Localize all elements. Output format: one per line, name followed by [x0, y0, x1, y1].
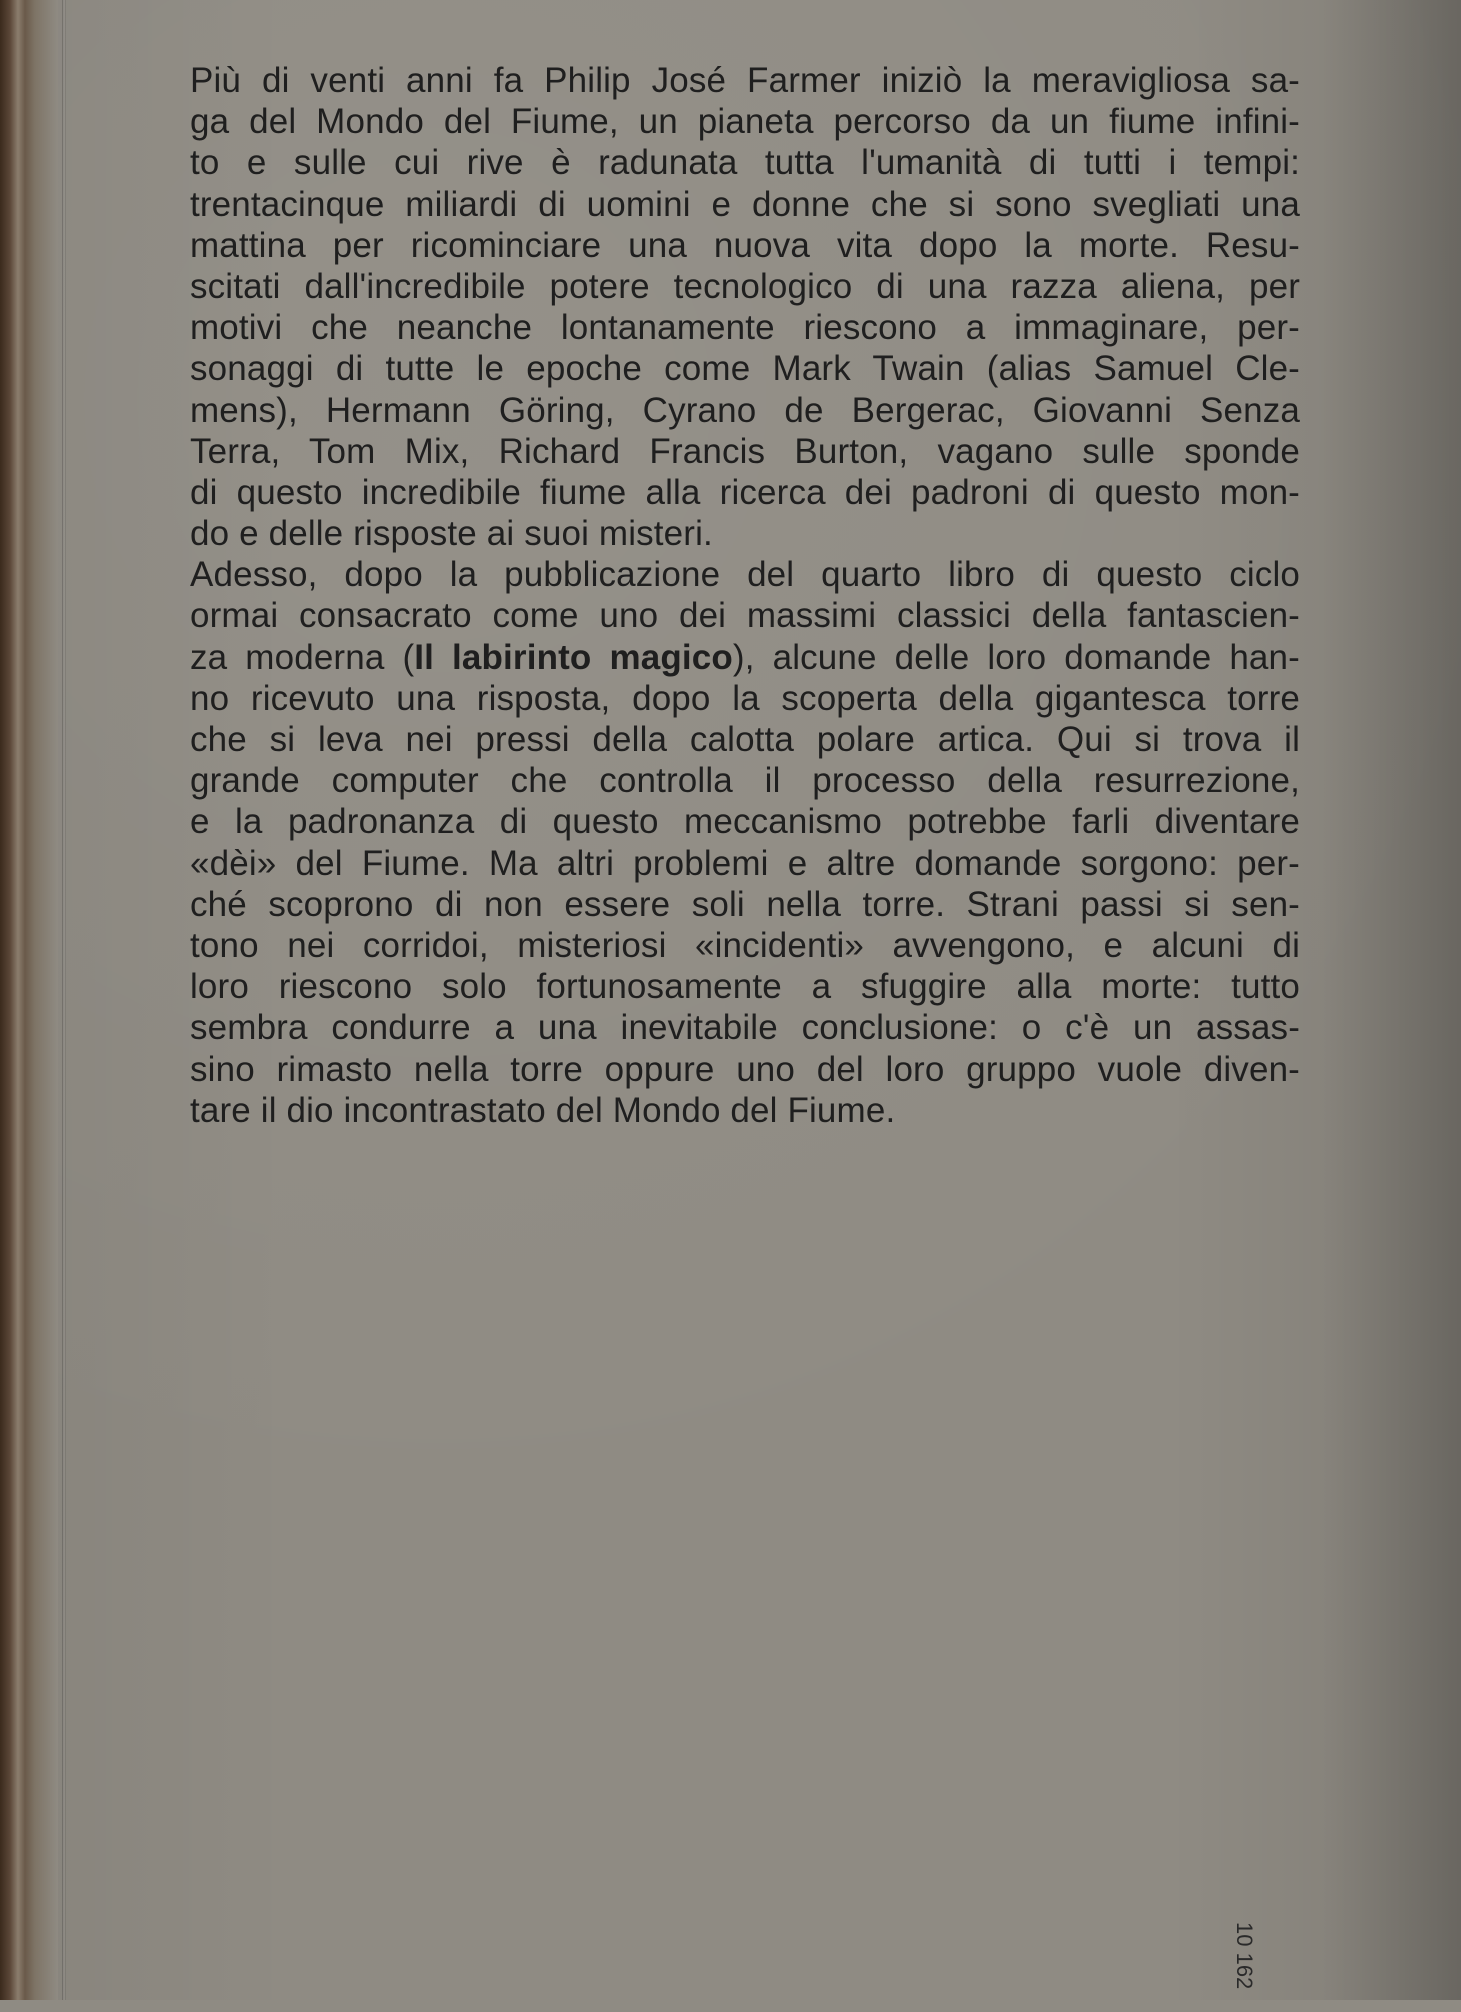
synopsis-line: do e delle risposte ai suoi misteri.	[190, 514, 713, 554]
synopsis-line: tare il dio incontrastato del Mondo del Fiume.	[190, 1090, 896, 1130]
synopsis-text-block	[190, 60, 1300, 1131]
synopsis-line: tono nei corridoi, misteriosi «incidenti» avvengono, e alcuni di	[190, 925, 1300, 965]
synopsis-line: trentacinque miliardi di uomini e donne che si sono svegliati una	[190, 184, 1300, 224]
synopsis-line: sonaggi di tutte le epoche come Mark Twain (alias Samuel Cle-	[190, 349, 1300, 389]
synopsis-line: Terra, Tom Mix, Richard Francis Burton, vagano sulle sponde	[190, 431, 1300, 471]
synopsis-line: ormai consacrato come uno dei massimi classici della fantascien-	[190, 596, 1300, 636]
synopsis-line: che si leva nei pressi della calotta polare artica. Qui si trova il	[190, 720, 1300, 759]
synopsis-line-with-title	[190, 637, 1300, 678]
synopsis-line: scitati dall'incredibile potere tecnologico di una razza aliena, per	[190, 266, 1300, 306]
synopsis-line: ga del Mondo del Fiume, un pianeta percorso da un fiume infini-	[190, 102, 1300, 142]
synopsis-line: Più di venti anni fa Philip José Farmer iniziò la meravigliosa sa-	[190, 61, 1300, 100]
spine-crease	[62, 0, 66, 2000]
right-page-shade	[1321, 0, 1461, 2000]
synopsis-line: «dèi» del Fiume. Ma altri problemi e altre domande sorgono: per-	[190, 843, 1300, 883]
synopsis-line: sembra condurre a una inevitabile conclusione: o c'è un assas-	[190, 1008, 1300, 1048]
synopsis-line: e la padronanza di questo meccanismo potrebbe farli diventare	[190, 802, 1300, 842]
book-spine-edge	[0, 0, 58, 2000]
catalog-number: 10 162	[1232, 1922, 1257, 1990]
synopsis-line: di questo incredibile fiume alla ricerca dei padroni di questo mon-	[190, 472, 1300, 512]
line-text-before-title: za moderna (	[190, 637, 415, 677]
synopsis-line: Adesso, dopo la pubblicazione del quarto libro di questo ciclo	[190, 555, 1300, 595]
synopsis-line: mattina per ricominciare una nuova vita dopo la morte. Resu-	[190, 225, 1300, 265]
line-text-after-title: ), alcune delle loro domande han-	[732, 637, 1300, 677]
synopsis-line: to e sulle cui rive è radunata tutta l'umanità di tutti i tempi:	[190, 143, 1300, 183]
synopsis-line: sino rimasto nella torre oppure uno del loro gruppo vuole diven-	[190, 1049, 1300, 1089]
synopsis-line: grande computer che controlla il processo della resurrezione,	[190, 761, 1300, 801]
synopsis-line: loro riescono solo fortunosamente a sfuggire alla morte: tutto	[190, 967, 1300, 1007]
book-title-bold: Il labirinto magico	[414, 637, 733, 677]
synopsis-line: motivi che neanche lontanamente riescono a immaginare, per-	[190, 308, 1300, 348]
synopsis-line: ché scoprono di non essere soli nella torre. Strani passi si sen-	[190, 884, 1300, 924]
synopsis-line: no ricevuto una risposta, dopo la scoperta della gigantesca torre	[190, 678, 1300, 718]
synopsis-line: mens), Hermann Göring, Cyrano de Bergerac, Giovanni Senza	[190, 390, 1300, 430]
